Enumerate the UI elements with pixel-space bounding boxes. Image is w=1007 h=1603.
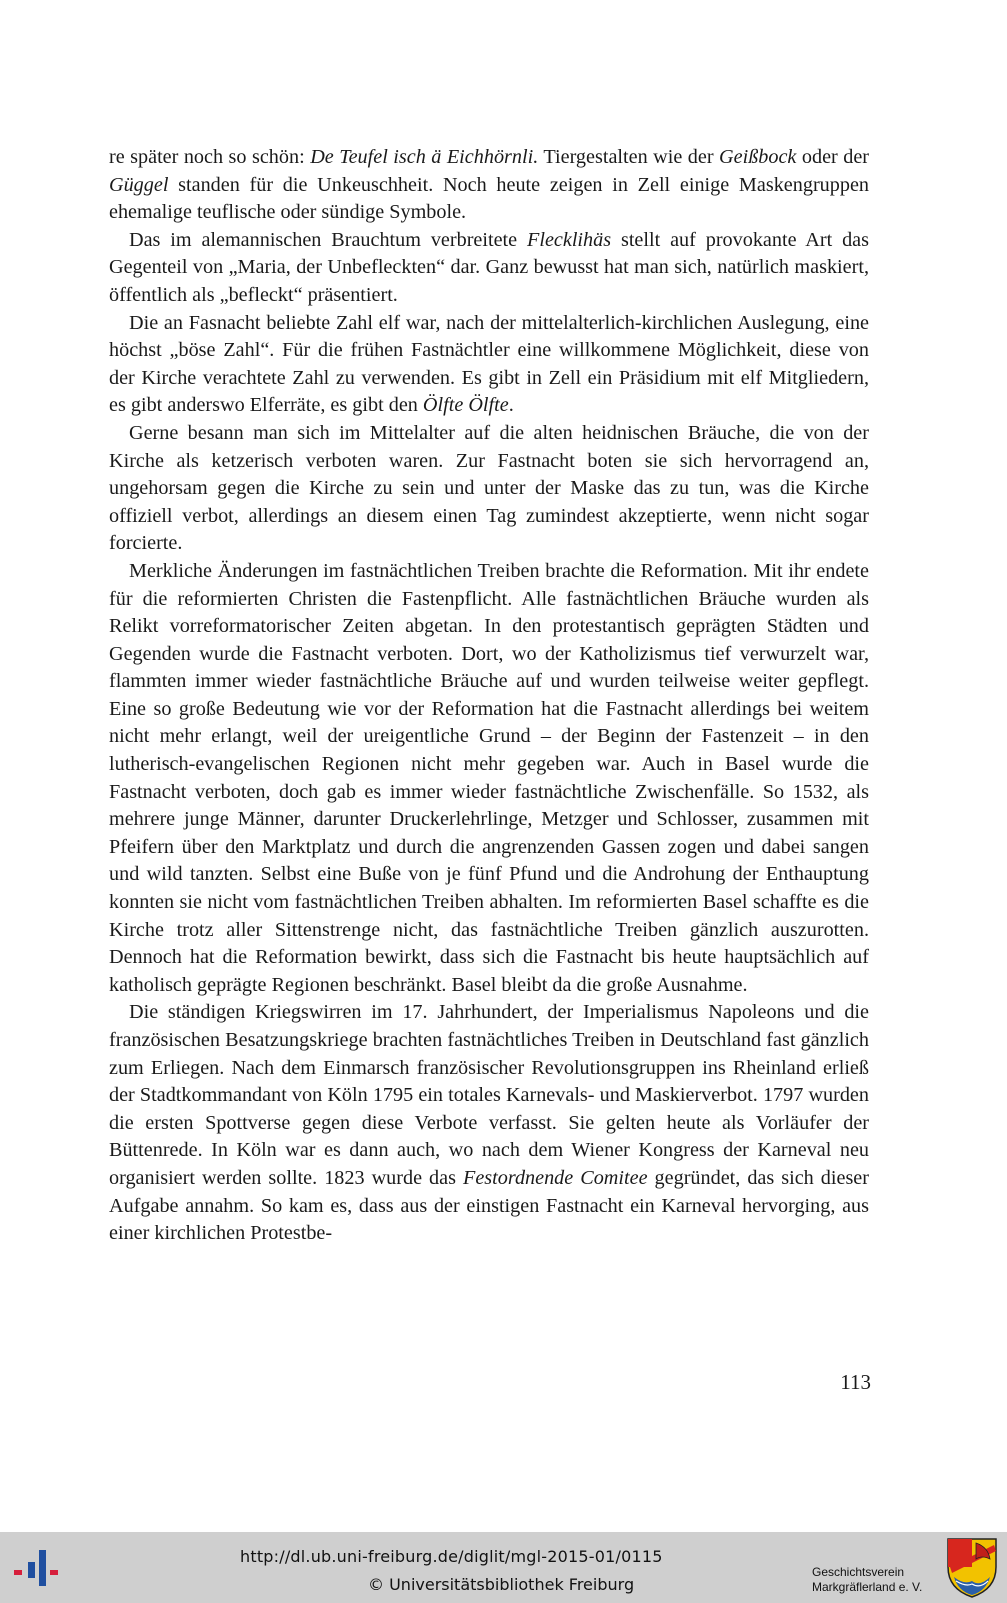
society-line-2: Markgräflerland e. V. — [812, 1580, 923, 1594]
text-run: Die ständigen Kriegswirren im 17. Jahrhundert, der Imperialismus Napoleons und die französischen Besatzungskriege brachten fastnächtliches Treiben in Deutschland fast gänzlich zum Erliegen. Nach dem Einmarsch französischer Revolutionsgruppen ins Rheinland erließ der Stadtkommandant von Köln 1795 ein totales Karnevals- und Maskierverbot. 1797 wurden die ersten Spottverse gegen diese Verbote verfasst. Sie gelten heute als Vorläufer der Büttenrede. In Köln war es dann auch, wo nach dem Wiener Kongress der Karneval neu organisiert werden sollte. 1823 wurde das — [109, 1001, 869, 1189]
italic-text: Ölfte Ölfte — [422, 394, 509, 417]
ub-freiburg-logo-icon — [6, 1542, 66, 1592]
footer-society-name — [812, 1565, 922, 1595]
paragraph — [109, 144, 869, 227]
text-run: Das im alemannischen Brauchtum verbreitete — [129, 228, 527, 251]
paragraph — [109, 558, 869, 1000]
page-number: 113 — [840, 1370, 871, 1394]
coat-of-arms-icon — [946, 1537, 998, 1599]
italic-text: Flecklihäs — [527, 228, 612, 251]
text-run: Gerne besann man sich im Mittelalter auf die alten heidnischen Bräuche, die von der Kirche als ketzerisch verboten waren. Zur Fastnacht boten sie sich hervorragend an, ungehorsam gegen die Kirche zu sein und unter der Maske das zu tun, was die Kirche offiziell verbot, allerdings an diesem einen Tag zumindest akzeptierte, wenn nicht sogar forcierte. — [109, 421, 869, 555]
society-line-1: Geschichtsverein — [812, 1565, 905, 1579]
text-run: Die an Fasnacht beliebte Zahl elf war, nach der mittelalterlich-kirchlichen Auslegung, eine höchst „böse Zahl“. Für die frühen Fastnächtler eine willkommene Möglichkeit, diese von der Kirche verachtete Zahl zu verwenden. Es gibt in Zell ein Präsidium mit elf Mitgliedern, es gibt anderswo Elferräte, es gibt den — [109, 311, 869, 417]
paragraph — [109, 310, 869, 420]
paragraph — [109, 999, 869, 1247]
text-run: Merkliche Änderungen im fastnächtlichen Treiben brachte die Reformation. Mit ihr endete für die reformierten Christen die Fastenpflicht. Alle fastnächtlichen Bräuche wurden als Relikt vorreformatorischer Zeiten abgetan. In den protestantisch geprägten Städten und Gegenden wurde die Fastnacht verboten. Dort, wo der Katholizismus tief verwurzelt war, flammten immer wieder fastnächtliche Bräuche auf und wurden teilweise weiter gepflegt. Eine so große Bedeutung wie vor der Reformation hat die Fastnacht allerdings bei weitem nicht mehr erlangt, weil der ureigentliche Grund – der Beginn der Fastenzeit – in den lutherisch-evangelischen Regionen nicht mehr gegeben war. Auch in Basel wurde die Fastnacht verboten, doch gab es immer wieder fastnächtliche Zwischenfälle. So 1532, als mehrere junge Männer, darunter Druckerlehrlinge, Metzger und Schlosser, zusammen mit Pfeifern über den Marktplatz und durch die angrenzenden Gassen zogen und dabei sangen und wild tanzten. Selbst eine Buße von je fünf Pfund und die Androhung der Enthauptung konnten sie nicht vom fastnächtlichen Treiben abhalten. Im reformierten Basel schaffte es die Kirche trotz aller Sittenstrenge nicht, das fastnächtliche Treiben gänzlich auszurotten. Dennoch hat die Reformation bewirkt, dass sich die Fastnacht bis heute hauptsächlich auf katholisch geprägte Regionen beschränkt. Basel bleibt da die große Ausnahme. — [109, 559, 869, 996]
italic-text: Güggel — [109, 173, 169, 196]
italic-text: Festordnende Comitee — [462, 1166, 648, 1189]
text-run: oder der — [796, 146, 870, 168]
italic-text: De Teufel isch ä Eichhörnli. — [310, 146, 539, 168]
text-run: gegründet, das sich dieser Aufgabe annahm. So kam es, dass aus der einstigen Fastnacht ein Karneval hervorging, aus einer kirchlichen Protestbe- — [109, 1166, 869, 1245]
body-text — [109, 144, 869, 1248]
text-run: . — [508, 394, 514, 417]
text-run: standen für die Unkeuschheit. Noch heute zeigen in Zell einige Maskengruppen ehemalige teuflische oder sündige Symbole. — [109, 173, 869, 224]
text-run: re später noch so schön: — [109, 146, 311, 168]
text-run: Tiergestalten wie der — [538, 146, 720, 168]
footer-copyright: © Universitätsbibliothek Freiburg — [368, 1575, 635, 1594]
paragraph — [109, 420, 869, 558]
italic-text: Geißbock — [719, 146, 797, 168]
text-run: stellt auf provokante Art das Gegenteil von „Maria, der Unbefleckten“ dar. Ganz bewusst hat man sich, natürlich maskiert, öffentlich als „befleckt“ präsentiert. — [109, 228, 869, 306]
footer-url-link[interactable]: http://dl.ub.uni-freiburg.de/diglit/mgl-2015-01/0115 — [240, 1547, 663, 1566]
paragraph — [109, 227, 869, 310]
